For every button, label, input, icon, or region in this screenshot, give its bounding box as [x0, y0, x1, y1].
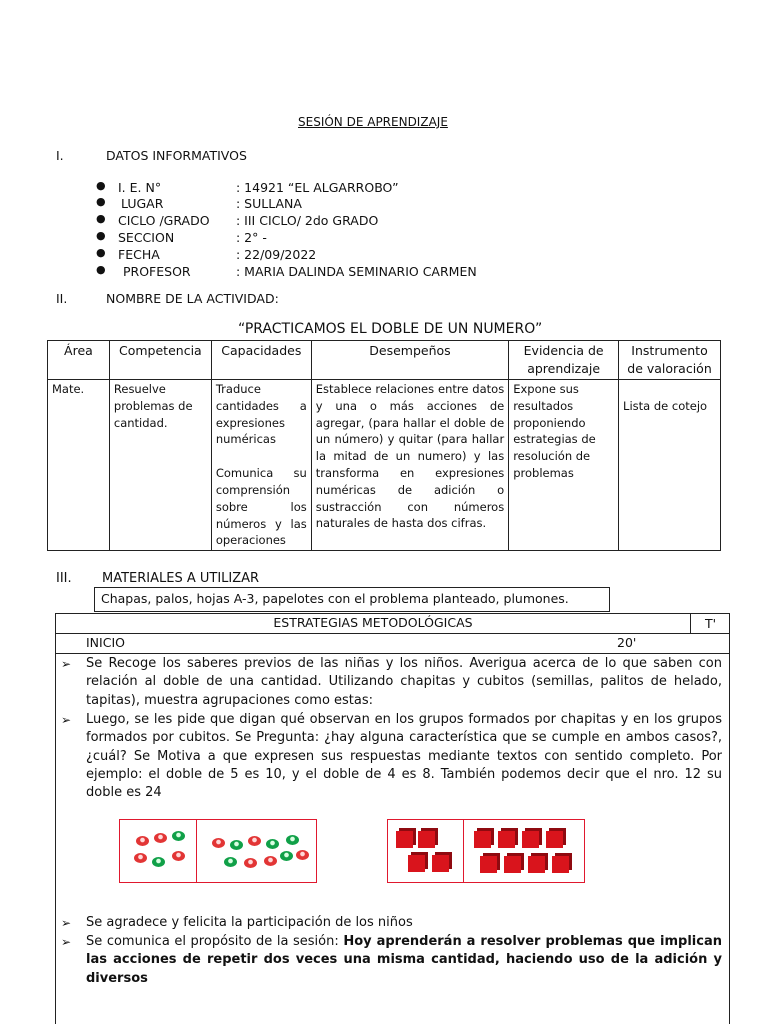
section-number: II. — [56, 291, 68, 306]
section-label: DATOS INFORMATIVOS — [106, 148, 247, 163]
activity-title: “PRACTICAMOS EL DOBLE DE UN NUMERO” — [238, 321, 543, 337]
bullet-icon: ● — [96, 195, 106, 208]
green-cap-icon — [266, 839, 279, 849]
datos-item — [96, 196, 616, 212]
table-header: Instrumento de valoración — [619, 341, 721, 380]
bullet-icon: ● — [96, 263, 106, 276]
datos-item — [96, 247, 616, 263]
time-header: T' — [690, 614, 730, 633]
green-cap-icon — [224, 857, 237, 867]
cube-icon — [408, 855, 425, 872]
red-cap-icon — [134, 853, 147, 863]
datos-label: SECCION — [118, 230, 175, 245]
paragraph-text: Luego, se les pide que digan qué observan en los grupos formados por chapitas y en los grupos formados por cubitos. Se Pregunta: ¿hay alguna característica que se cumple en ambos casos?, ¿cuál? Se Motiva a que expresen sus respuestas mediante textos con sentido completo. Por ejemplo: el doble de 5 es 10, y el doble de 4 es 8. También podemos decir que el nro. 12 su doble es 24 — [86, 712, 722, 801]
datos-label: FECHA — [118, 247, 160, 262]
datos-item — [96, 230, 616, 246]
green-cap-icon — [172, 831, 185, 841]
page-title: SESIÓN DE APRENDIZAJE — [298, 115, 448, 129]
cell-capacidades — [211, 380, 311, 551]
capacidad-1: Traduce cantidades a expresiones numéricas — [215, 382, 307, 447]
datos-label: PROFESOR — [123, 264, 191, 279]
table-header-row — [48, 341, 721, 380]
cube-icon — [546, 831, 563, 848]
table-header: Desempeños — [311, 341, 508, 380]
paragraph-saberes-previos — [61, 655, 722, 710]
section-nombre-actividad — [56, 291, 456, 307]
cube-icon — [552, 856, 569, 873]
section-label: NOMBRE DE LA ACTIVIDAD: — [106, 291, 279, 306]
datos-value: : 14921 “EL ALGARROBO” — [236, 180, 399, 195]
paragraph-agradecimiento — [61, 914, 722, 932]
green-cap-icon — [286, 835, 299, 845]
arrow-bullet-icon: ➢ — [61, 916, 72, 930]
red-cap-icon — [296, 850, 309, 860]
red-cap-icon — [136, 836, 149, 846]
table-header: Capacidades — [211, 341, 311, 380]
datos-item — [96, 180, 616, 196]
arrow-bullet-icon: ➢ — [61, 657, 72, 671]
planning-table — [47, 340, 721, 551]
datos-item — [96, 264, 616, 280]
arrow-bullet-icon: ➢ — [61, 935, 72, 949]
cubes-figure — [387, 819, 585, 883]
green-cap-icon — [152, 857, 165, 867]
red-cap-icon — [244, 858, 257, 868]
bullet-icon: ● — [96, 246, 106, 259]
datos-label: CICLO /GRADO — [118, 213, 210, 228]
red-cap-icon — [264, 856, 277, 866]
datos-item — [96, 213, 616, 229]
estrategias-title: ESTRATEGIAS METODOLÓGICAS — [273, 615, 473, 630]
inicio-time: 20' — [617, 635, 637, 650]
table-header: Competencia — [109, 341, 211, 380]
cube-icon — [396, 831, 413, 848]
capacidad-2: Comunica su comprensión sobre los números y las operaciones — [215, 466, 307, 548]
cube-icon — [418, 831, 435, 848]
paragraph-text: Se agradece y felicita la participación de los niños — [86, 915, 413, 930]
section-label: MATERIALES A UTILIZAR — [102, 571, 260, 586]
materiales-box — [94, 587, 610, 612]
cell-competencia: Resuelve problemas de cantidad. — [109, 380, 211, 551]
materiales-text: Chapas, palos, hojas A-3, papelotes con el problema planteado, plumones. — [101, 591, 569, 606]
green-cap-icon — [280, 851, 293, 861]
section-datos-informativos — [56, 148, 456, 164]
cell-instrumento: Lista de cotejo — [619, 380, 721, 551]
table-row — [48, 380, 721, 551]
paragraph-text: Se comunica el propósito de la sesión: — [86, 934, 344, 949]
figure-divider — [463, 820, 464, 882]
datos-value: : 2° - — [236, 230, 267, 245]
datos-value: : SULLANA — [236, 196, 302, 211]
datos-value: : MARIA DALINDA SEMINARIO CARMEN — [236, 264, 477, 279]
section-number: I. — [56, 148, 64, 163]
datos-value: : 22/09/2022 — [236, 247, 317, 262]
red-cap-icon — [172, 851, 185, 861]
red-cap-icon — [248, 836, 261, 846]
bullet-icon: ● — [96, 229, 106, 242]
table-header: Área — [48, 341, 110, 380]
datos-label: LUGAR — [121, 196, 164, 211]
cube-icon — [528, 856, 545, 873]
estrategias-section — [55, 613, 730, 1024]
section-number: III. — [56, 571, 72, 586]
cell-area: Mate. — [48, 380, 110, 551]
estrategias-header — [56, 614, 729, 634]
bullet-icon: ● — [96, 212, 106, 225]
inicio-label: INICIO — [86, 635, 125, 650]
caps-figure — [119, 819, 317, 883]
cube-icon — [474, 831, 491, 848]
cube-icon — [522, 831, 539, 848]
paragraph-bold-text: Hoy aprenderán a resolver problemas que implican las acciones de repetir dos veces una misma cantidad, haciendo uso de la adición y diversos — [86, 934, 722, 986]
paragraph-observacion — [61, 711, 722, 802]
arrow-bullet-icon: ➢ — [61, 713, 72, 727]
paragraph-proposito — [61, 933, 722, 988]
inicio-row — [56, 634, 729, 654]
datos-value: : III CICLO/ 2do GRADO — [236, 213, 379, 228]
green-cap-icon — [230, 840, 243, 850]
cell-desempenos: Establece relaciones entre datos y una o más acciones de agregar, (para hallar el doble de un número) y quitar (para hallar la mitad de un numero) y las transforma en expresiones numéricas de adición o sustracción con números naturales de hasta dos cifras. — [311, 380, 508, 551]
figure-divider — [196, 820, 197, 882]
cube-icon — [504, 856, 521, 873]
cube-icon — [498, 831, 515, 848]
section-materiales — [56, 571, 456, 587]
bullet-icon: ● — [96, 179, 106, 192]
red-cap-icon — [154, 833, 167, 843]
table-header: Evidencia de aprendizaje — [509, 341, 619, 380]
datos-label: I. E. N° — [118, 180, 162, 195]
cube-icon — [432, 855, 449, 872]
cell-evidencia: Expone sus resultados proponiendo estrategias de resolución de problemas — [509, 380, 619, 551]
red-cap-icon — [212, 838, 225, 848]
cube-icon — [480, 856, 497, 873]
paragraph-text: Se Recoge los saberes previos de las niñas y los niños. Averigua acerca de lo que saben con relación al doble de una cantidad. Utilizando chapitas y cubitos (semillas, palitos de helado, tapitas), muestra agrupaciones como estas: — [86, 656, 722, 708]
